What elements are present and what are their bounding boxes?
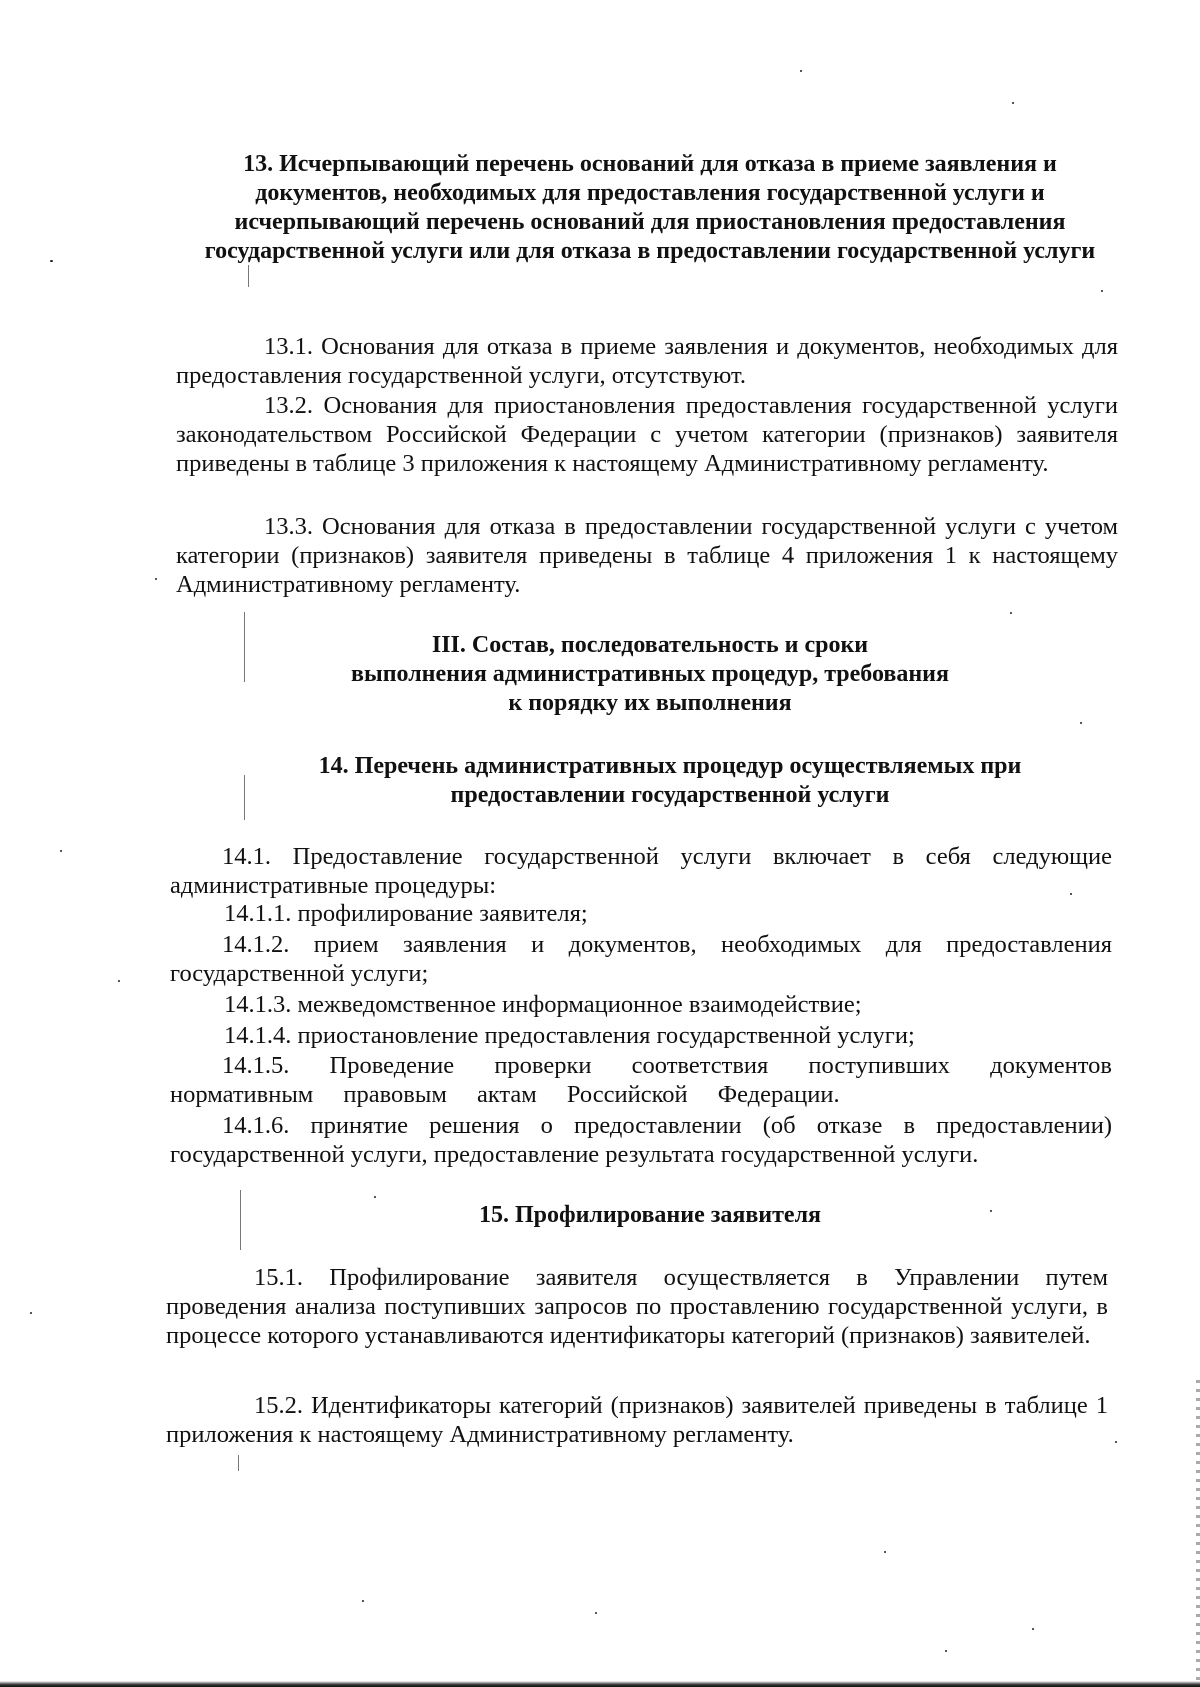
paragraph-13-2: 13.2. Основания для приостановления предоставления государственной услуги законодательством Российской Федерации с учетом категории (признаков) заявителя приведены в таблице 3 приложения к настоящему Административному регламенту. (176, 392, 1118, 477)
margin-mark (240, 1190, 241, 1250)
part-3-heading-line-2: выполнения административных процедур, требования (351, 661, 949, 687)
item-14-1-1: 14.1.1. профилирование заявителя; (224, 900, 588, 927)
scan-speck (945, 1650, 947, 1652)
scan-speck (990, 1210, 992, 1212)
margin-mark (244, 612, 245, 682)
scan-speck (1070, 893, 1072, 895)
scan-speck (374, 1196, 376, 1198)
margin-mark (238, 1455, 239, 1471)
scan-speck (595, 1612, 597, 1614)
scan-speck (1010, 612, 1012, 614)
scan-speck (1032, 1628, 1034, 1630)
margin-mark (244, 775, 245, 820)
paragraph-15-1: 15.1. Профилирование заявителя осуществляется в Управлении путем проведения анализа поступивших запросов по проставлению государственной услуги, в процессе которого устанавливаются идентификаторы категорий (признаков) заявителей. (166, 1264, 1108, 1349)
section-15-heading: 15. Профилирование заявителя (478, 1202, 822, 1228)
scan-speck (1101, 290, 1103, 292)
scan-speck (800, 70, 802, 72)
scan-speck (30, 1312, 32, 1314)
item-14-1-4: 14.1.4. приостановление предоставления государственной услуги; (224, 1022, 915, 1049)
scan-bottom-edge (0, 1681, 1200, 1687)
item-14-1-3: 14.1.3. межведомственное информационное взаимодействие; (224, 991, 862, 1018)
section-13-heading: 13. Исчерпывающий перечень оснований для отказа в приеме заявления и документов, необходимых для предоставления государственной услуги и исчерпывающий перечень оснований для приостановления предоставления государственной услуги или для отказа в предоставлении государственной услуги (204, 151, 1096, 264)
paragraph-13-1: 13.1. Основания для отказа в приеме заявления и документов, необходимых для предоставления государственной услуги, отсутствуют. (176, 333, 1118, 389)
scan-speck (1115, 1441, 1117, 1443)
scan-speck (362, 1600, 364, 1602)
scan-speck (884, 1551, 886, 1553)
paragraph-14-1: 14.1. Предоставление государственной услуги включает в себя следующие административные процедуры: (170, 843, 1112, 899)
item-14-1-5: 14.1.5. Проведение проверки соответствия поступивших документов нормативным правовым актам Российской Федерации. (170, 1052, 1112, 1108)
scan-edge (1196, 1380, 1200, 1680)
section-14-heading: 14. Перечень административных процедур осуществляемых при предоставлении государственной услуги (318, 753, 1022, 808)
paragraph-13-3: 13.3. Основания для отказа в предоставлении государственной услуги с учетом категории (признаков) заявителя приведены в таблице 4 приложения 1 к настоящему Административному регламенту. (176, 513, 1118, 598)
scan-speck (1012, 102, 1014, 104)
scan-speck (50, 260, 53, 262)
paragraph-15-2: 15.2. Идентификаторы категорий (признаков) заявителей приведены в таблице 1 приложения к настоящему Административному регламенту. (166, 1392, 1108, 1448)
scan-speck (60, 850, 62, 852)
margin-mark (248, 265, 249, 287)
item-14-1-2: 14.1.2. прием заявления и документов, необходимых для предоставления государственной услуги; (170, 931, 1112, 987)
scan-speck (1080, 722, 1082, 724)
item-14-1-6: 14.1.6. принятие решения о предоставлении (об отказе в предоставлении) государственной услуги, предоставление результата государственной услуги. (170, 1112, 1112, 1168)
scan-speck (155, 578, 157, 580)
scan-speck (118, 980, 120, 982)
part-3-heading-line-1: III. Состав, последовательность и сроки (431, 632, 869, 658)
part-3-heading-line-3: к порядку их выполнения (508, 690, 792, 716)
